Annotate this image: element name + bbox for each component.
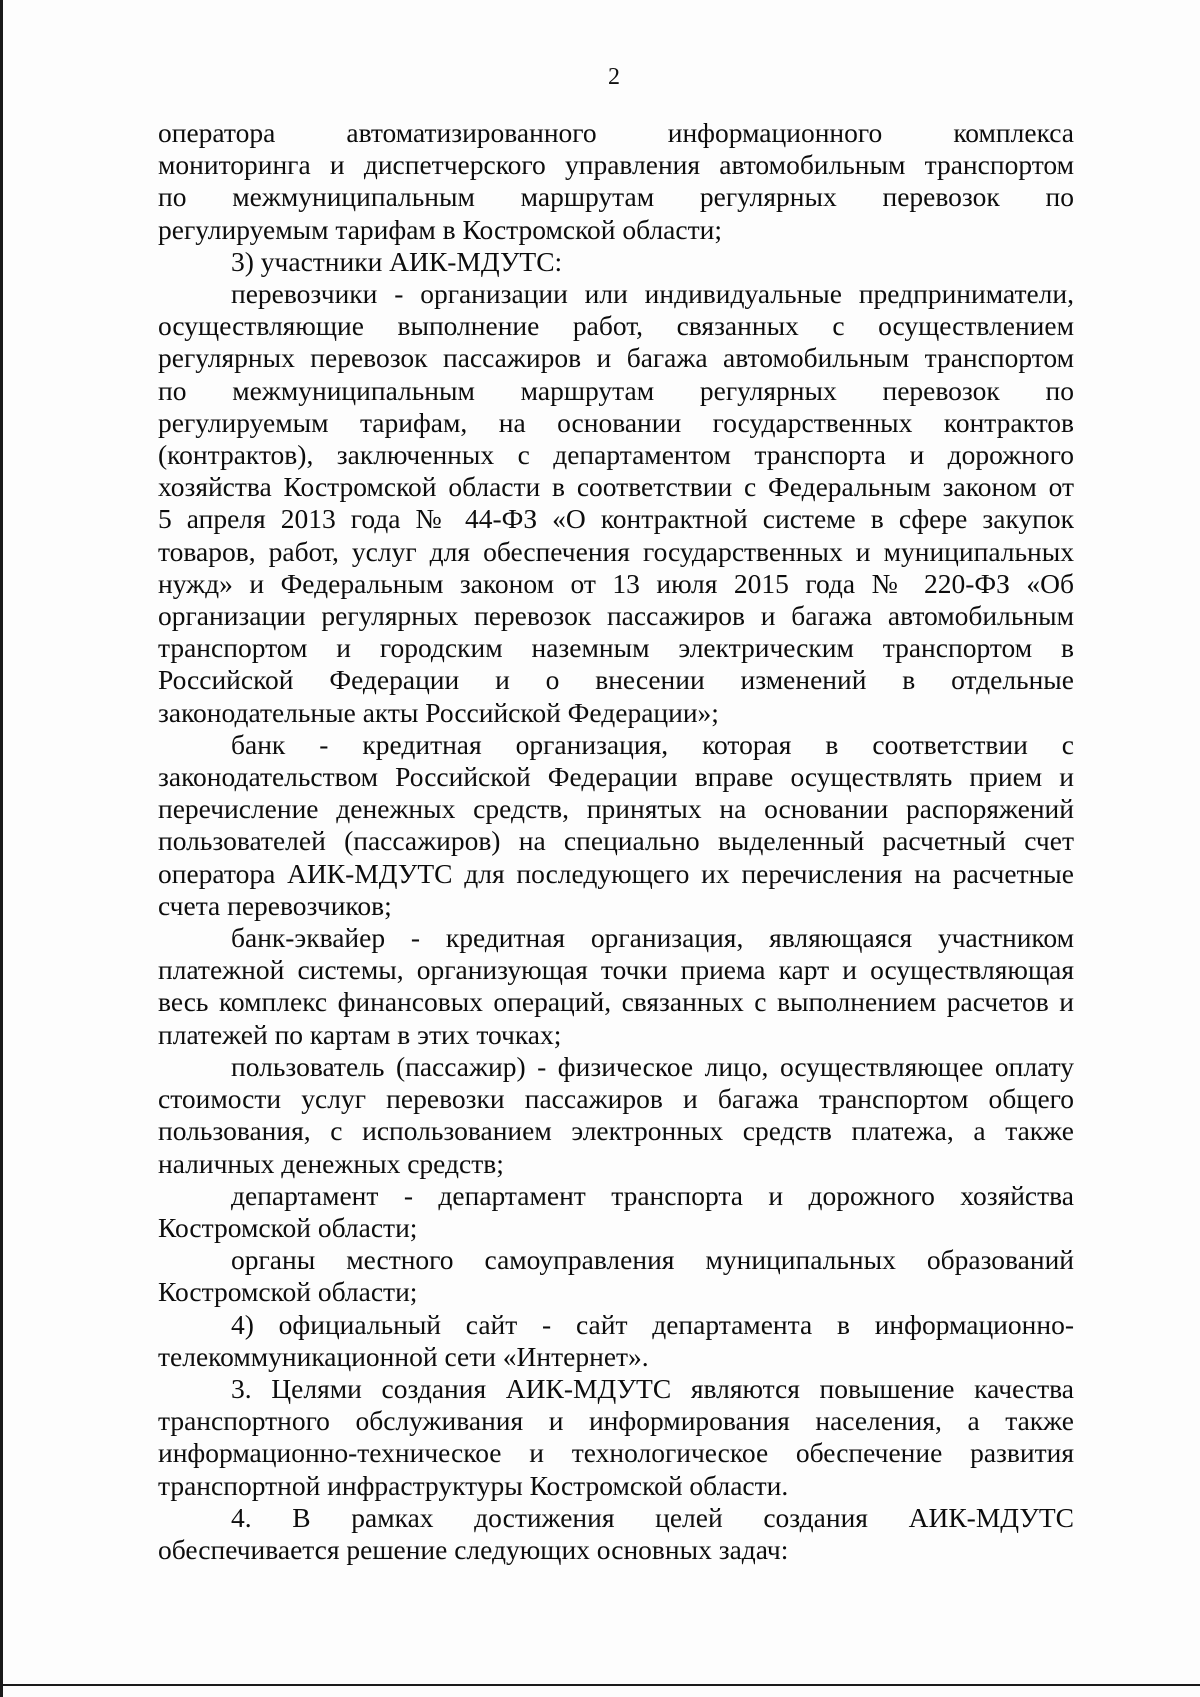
text-line: перевозчики - организации или индивидуальные предприниматели, bbox=[231, 278, 1074, 310]
page-number: 2 bbox=[608, 64, 620, 90]
text-line: 5 апреля 2013 года № 44-ФЗ «О контрактной системе в сфере закупок bbox=[158, 503, 1074, 535]
text-line: осуществляющие выполнение работ, связанных с осуществлением bbox=[158, 310, 1074, 342]
text-line: платежей по картам в этих точках; bbox=[158, 1018, 562, 1050]
paragraph bbox=[158, 1051, 1074, 1180]
text-line: по межмуниципальным маршрутам регулярных перевозок по bbox=[158, 181, 1074, 213]
text-line: организации регулярных перевозок пассажиров и багажа автомобильным bbox=[158, 600, 1074, 632]
text-line: регулярных перевозок пассажиров и багажа автомобильным транспортом bbox=[158, 342, 1074, 374]
text-line: товаров, работ, услуг для обеспечения государственных и муниципальных bbox=[158, 535, 1074, 567]
paragraph bbox=[158, 278, 1074, 729]
text-line: хозяйства Костромской области в соответствии с Федеральным законом от bbox=[158, 471, 1074, 503]
paragraph bbox=[158, 117, 1074, 246]
paragraph bbox=[158, 1244, 1074, 1308]
text-line: мониторинга и диспетчерского управления автомобильным транспортом bbox=[158, 149, 1074, 181]
paragraph bbox=[158, 246, 1074, 278]
text-line: платежной системы, организующая точки приема карт и осуществляющая bbox=[158, 954, 1074, 986]
paragraph bbox=[158, 729, 1074, 922]
text-line: весь комплекс финансовых операций, связанных с выполнением расчетов и bbox=[158, 986, 1074, 1018]
paragraph bbox=[158, 1502, 1074, 1566]
paragraph bbox=[158, 1309, 1074, 1373]
paragraph bbox=[158, 1180, 1074, 1244]
text-line: пользователей (пассажиров) на специально выделенный расчетный счет bbox=[158, 825, 1074, 857]
text-line: по межмуниципальным маршрутам регулярных перевозок по bbox=[158, 374, 1074, 406]
text-line: органы местного самоуправления муниципальных образований bbox=[231, 1244, 1074, 1276]
text-line: 3. Целями создания АИК-МДУТС являются повышение качества bbox=[231, 1372, 1074, 1404]
text-line: законодательством Российской Федерации вправе осуществлять прием и bbox=[158, 761, 1074, 793]
text-line: 3) участники АИК-МДУТС: bbox=[231, 245, 563, 277]
text-line: перечисление денежных средств, принятых на основании распоряжений bbox=[158, 793, 1074, 825]
text-line: Костромской области; bbox=[158, 1276, 418, 1308]
scan-bottom-edge bbox=[0, 1684, 1200, 1686]
text-line: транспортного обслуживания и информирования населения, а также bbox=[158, 1405, 1074, 1437]
text-line: 4. В рамках достижения целей создания АИК-МДУТС bbox=[231, 1501, 1074, 1533]
paragraph bbox=[158, 922, 1074, 1051]
paragraph bbox=[158, 1373, 1074, 1502]
text-line: законодательные акты Российской Федерации»; bbox=[158, 696, 719, 728]
text-line: Российской Федерации и о внесении изменений в отдельные bbox=[158, 664, 1074, 696]
text-line: 4) официальный сайт - сайт департамента в информационно- bbox=[231, 1308, 1074, 1340]
text-line: банк - кредитная организация, которая в соответствии с bbox=[231, 728, 1074, 760]
document-body bbox=[158, 117, 1074, 1566]
text-line: (контрактов), заключенных с департаментом транспорта и дорожного bbox=[158, 439, 1074, 471]
text-line: транспортной инфраструктуры Костромской области. bbox=[158, 1469, 789, 1501]
text-line: транспортом и городским наземным электрическим транспортом в bbox=[158, 632, 1074, 664]
text-line: оператора АИК-МДУТС для последующего их перечисления на расчетные bbox=[158, 857, 1074, 889]
text-line: оператора автоматизированного информационного комплекса bbox=[158, 117, 1074, 148]
text-line: телекоммуникационной сети «Интернет». bbox=[158, 1340, 649, 1372]
text-line: нужд» и Федеральным законом от 13 июля 2015 года № 220-ФЗ «Об bbox=[158, 567, 1074, 599]
text-line: департамент - департамент транспорта и дорожного хозяйства bbox=[231, 1179, 1074, 1211]
text-line: Костромской области; bbox=[158, 1211, 418, 1243]
text-line: пользователь (пассажир) - физическое лицо, осуществляющее оплату bbox=[231, 1050, 1074, 1082]
text-line: банк-эквайер - кредитная организация, являющаяся участником bbox=[231, 922, 1074, 954]
text-line: регулируемым тарифам в Костромской области; bbox=[158, 213, 722, 245]
scan-left-edge bbox=[0, 0, 3, 1697]
text-line: стоимости услуг перевозки пассажиров и багажа транспортом общего bbox=[158, 1083, 1074, 1115]
text-line: обеспечивается решение следующих основных задач: bbox=[158, 1533, 789, 1565]
text-line: информационно-техническое и технологическое обеспечение развития bbox=[158, 1437, 1074, 1469]
text-line: наличных денежных средств; bbox=[158, 1147, 504, 1179]
text-line: счета перевозчиков; bbox=[158, 889, 392, 921]
text-line: пользования, с использованием электронных средств платежа, а также bbox=[158, 1115, 1074, 1147]
text-line: регулируемым тарифам, на основании государственных контрактов bbox=[158, 406, 1074, 438]
